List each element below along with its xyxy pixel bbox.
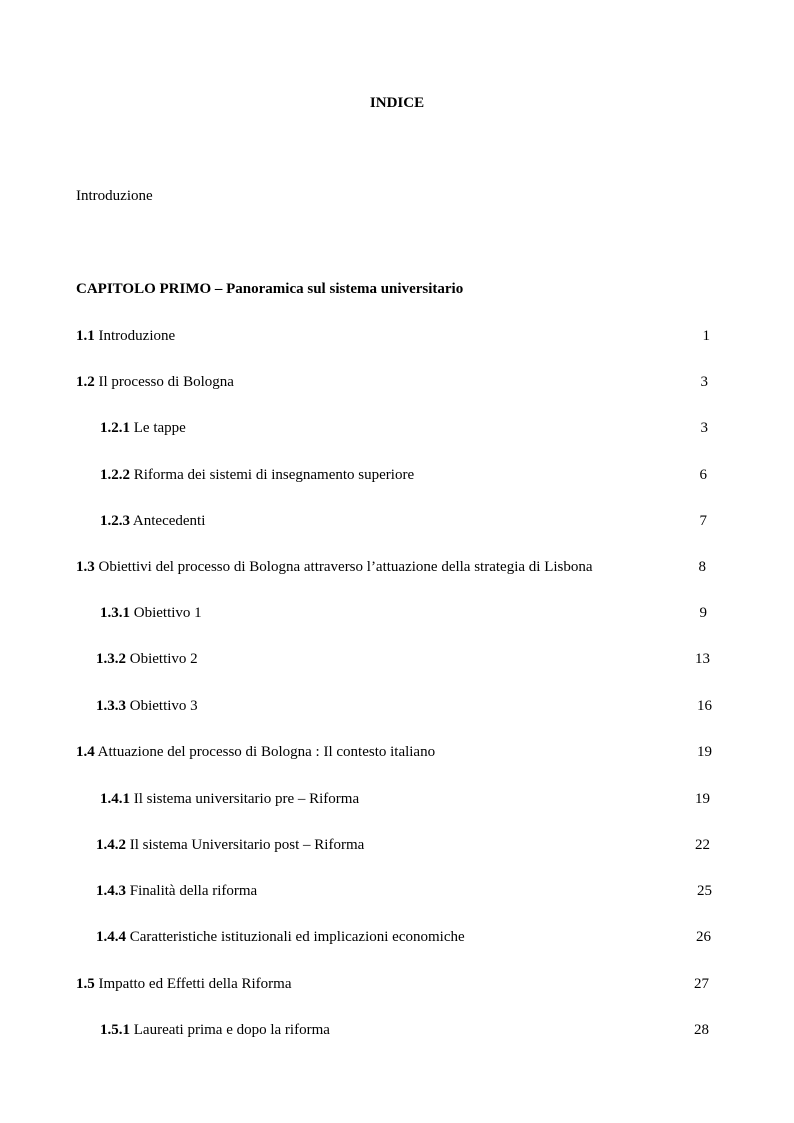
toc-entry-number: 1.1 — [76, 328, 95, 344]
chapter-heading[interactable]: CAPITOLO PRIMO – Panoramica sul sistema universitario — [76, 281, 464, 297]
toc-entry-title: Il processo di Bologna — [94, 374, 234, 390]
toc-page-number: 6 — [699, 467, 707, 483]
toc-subentry[interactable] — [0, 1020, 794, 1040]
toc-entry[interactable] — [0, 974, 794, 994]
toc-subentry[interactable] — [0, 511, 794, 531]
intro-entry[interactable]: Introduzione — [76, 188, 153, 204]
toc-page-number: 16 — [697, 698, 712, 714]
toc-entry-title: Le tappe — [130, 420, 186, 436]
toc-page-number: 19 — [697, 744, 712, 760]
toc-entry-number: 1.3.3 — [96, 698, 126, 714]
toc-subentry[interactable] — [0, 603, 794, 623]
toc-entry-number: 1.2.3 — [100, 513, 130, 529]
toc-subentry[interactable] — [0, 696, 794, 716]
toc-page-number: 9 — [699, 605, 707, 621]
toc-page-number: 7 — [699, 513, 707, 529]
toc-entry-number: 1.4.2 — [96, 837, 126, 853]
toc-page-number: 1 — [702, 328, 710, 344]
toc-subentry[interactable] — [0, 835, 794, 855]
toc-entry-title: Obiettivi del processo di Bologna attraverso l’attuazione della strategia di Lisbona — [94, 559, 593, 575]
toc-page-number: 13 — [695, 651, 710, 667]
toc-subentry[interactable] — [0, 418, 794, 438]
toc-entry-number: 1.2.1 — [100, 420, 130, 436]
toc-entry-title: Il sistema universitario pre – Riforma — [130, 791, 360, 807]
toc-entry-title: Laureati prima e dopo la riforma — [130, 1022, 330, 1038]
toc-entry-number: 1.2 — [76, 374, 95, 390]
toc-entry[interactable] — [0, 372, 794, 392]
toc-page-number: 3 — [700, 374, 708, 390]
toc-entry-number: 1.2.2 — [100, 467, 130, 483]
toc-entry-title: Introduzione — [94, 328, 176, 344]
toc-entry-title: Obiettivo 2 — [126, 651, 198, 667]
toc-entry[interactable] — [0, 326, 794, 346]
toc-entry-number: 1.3 — [76, 559, 95, 575]
toc-page-number: 27 — [694, 976, 709, 992]
toc-page-number: 3 — [700, 420, 708, 436]
toc-entry-title: Obiettivo 3 — [126, 698, 198, 714]
toc-page-number: 25 — [697, 883, 712, 899]
toc-page-number: 8 — [698, 559, 706, 575]
toc-subentry[interactable] — [0, 649, 794, 669]
toc-page-number: 26 — [696, 929, 711, 945]
toc-subentry[interactable] — [0, 881, 794, 901]
toc-entry-number: 1.5.1 — [100, 1022, 130, 1038]
toc-entry-number: 1.4.1 — [100, 791, 130, 807]
toc-subentry[interactable] — [0, 465, 794, 485]
toc-entry-title: Attuazione del processo di Bologna : Il contesto italiano — [94, 744, 436, 760]
toc-entry-number: 1.4.4 — [96, 929, 126, 945]
toc-entry[interactable] — [0, 742, 794, 762]
toc-entry[interactable] — [0, 557, 794, 577]
toc-entry-number: 1.3.1 — [100, 605, 130, 621]
page-title: INDICE — [369, 95, 425, 111]
toc-entry-number: 1.4.3 — [96, 883, 126, 899]
toc-entry-title: Impatto ed Effetti della Riforma — [94, 976, 292, 992]
toc-entry-title: Obiettivo 1 — [130, 605, 202, 621]
toc-entry-title: Antecedenti — [130, 513, 206, 529]
toc-entry-number: 1.5 — [76, 976, 95, 992]
toc-entry-title: Caratteristiche istituzionali ed implicazioni economiche — [126, 929, 465, 945]
toc-page-number: 28 — [694, 1022, 709, 1038]
toc-subentry[interactable] — [0, 927, 794, 947]
toc-entry-number: 1.4 — [76, 744, 95, 760]
toc-entry-title: Il sistema Universitario post – Riforma — [126, 837, 365, 853]
toc-entry-title: Riforma dei sistemi di insegnamento superiore — [130, 467, 415, 483]
toc-subentry[interactable] — [0, 789, 794, 809]
toc-page-number: 22 — [695, 837, 710, 853]
toc-entry-number: 1.3.2 — [96, 651, 126, 667]
toc-entry-title: Finalità della riforma — [126, 883, 258, 899]
toc-page-number: 19 — [695, 791, 710, 807]
